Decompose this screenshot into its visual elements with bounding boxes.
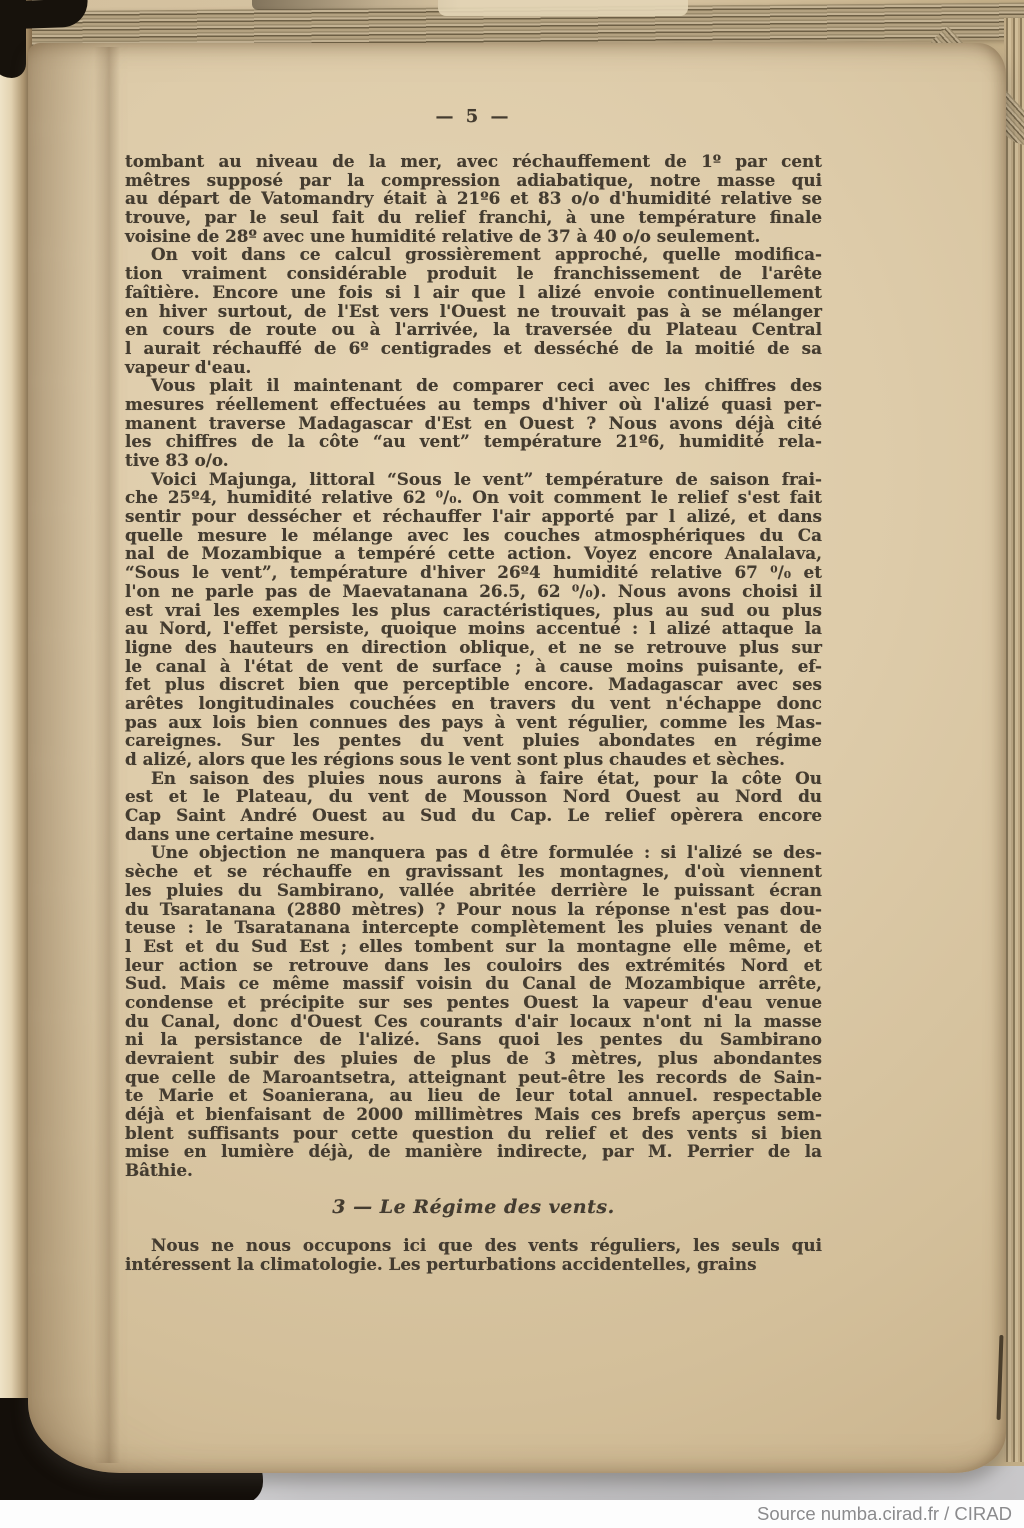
text-line: faîtière. Encore une fois si l air que l alizé envoie continuellement bbox=[125, 281, 822, 302]
text-line: teuse : le Tsaratanana intercepte complètement les pluies venant de bbox=[125, 917, 822, 938]
text-line: mêtres supposé par la compression adiabatique, notre masse qui bbox=[125, 169, 822, 190]
text-line: En saison des pluies nous aurons à faire état, pour la côte Ou bbox=[151, 767, 822, 788]
text-line: tion vraiment considérable produit le franchissement de l'arête bbox=[125, 263, 822, 284]
paragraph bbox=[125, 376, 822, 469]
text-line: d alizé, alors que les régions sous le vent sont plus chaudes et sèches. bbox=[125, 749, 786, 769]
text-line: sèche et se réchauffe en gravissant les montagnes, d'où viennent bbox=[125, 861, 822, 882]
source-label: Source numba.cirad.fr / CIRAD bbox=[757, 1503, 1012, 1524]
text-line: du Tsaratanana (2880 mètres) ? Pour nous la réponse n'est pas dou- bbox=[125, 898, 822, 919]
text-line: vapeur d'eau. bbox=[125, 356, 252, 377]
text-line: che 25º4, humidité relative 62 ⁰/₀. On voit comment le relief s'est fait bbox=[125, 487, 822, 508]
text-line: On voit dans ce calcul grossièrement approché, quelle modifica- bbox=[151, 244, 822, 265]
text-blocks bbox=[125, 152, 822, 1273]
text-line: voisine de 28º avec une humidité relative de 37 à 40 o/o seulement. bbox=[125, 225, 761, 246]
text-line: tive 83 o/o. bbox=[125, 450, 229, 470]
text-line: fet plus discret bien que perceptible encore. Madagascar avec ses bbox=[125, 674, 822, 695]
text-line: Nous ne nous occupons ici que des vents réguliers, les seuls qui bbox=[151, 1234, 822, 1255]
text-line: mise en lumière déjà, de manière indirecte, par M. Perrier de la bbox=[125, 1141, 822, 1162]
text-line: ligne des hauteurs en direction oblique, et ne se retrouve plus sur bbox=[125, 636, 822, 657]
text-line: tombant au niveau de la mer, avec réchauffement de 1º par cent bbox=[125, 151, 822, 171]
gutter-crease bbox=[94, 47, 120, 1463]
text-line: dans une certaine mesure. bbox=[125, 823, 375, 844]
text-line: Cap Saint André Ouest au Sud du Cap. Le relief opèrera encore bbox=[125, 805, 822, 826]
paragraph bbox=[125, 769, 822, 844]
text-line: en hiver surtout, de l'Est vers l'Ouest ne trouvait pas à se mélanger bbox=[125, 300, 822, 321]
text-line: Bâthie. bbox=[125, 1160, 193, 1181]
text-line: leur action se retrouve dans les couloirs des extrémités Nord et bbox=[125, 954, 822, 975]
paragraph bbox=[125, 245, 822, 376]
top-edge-smudge bbox=[252, 0, 462, 10]
page-stack-right-edge bbox=[1004, 18, 1024, 1462]
text-line: en cours de route ou à l'arrivée, la traversée du Plateau Central bbox=[125, 319, 822, 340]
text-line: nal de Mozambique a tempéré cette action. Voyez encore Analalava, bbox=[125, 543, 822, 564]
text-line: Vous plait il maintenant de comparer ceci avec les chiffres des bbox=[151, 375, 822, 396]
text-line: blent suffisants pour cette question du relief et des vents si bien bbox=[125, 1122, 822, 1143]
paper-fragment bbox=[438, 0, 688, 16]
text-line: “Sous le vent”, température d'hiver 26º4 humidité relative 67 ⁰/₀ et bbox=[125, 562, 822, 583]
text-line: mesures réellement effectuées au temps d'hiver où l'alizé quasi per- bbox=[125, 393, 822, 414]
text-line: sentir pour dessécher et réchauffer l'air apporté par l alizé, et dans bbox=[125, 506, 822, 527]
page-number: — 5 — bbox=[435, 106, 512, 127]
text-line: les chiffres de la côte “au vent” température 21º6, humidité rela- bbox=[125, 431, 822, 452]
text-line: du Canal, donc d'Ouest Ces courants d'air locaux n'ont ni la masse bbox=[125, 1010, 822, 1031]
text-line: les pluies du Sambirano, vallée abritée derrière le puissant écran bbox=[125, 879, 822, 900]
text-line: au Nord, l'effet persiste, quoique moins accentué : l alizé attaque la bbox=[125, 618, 822, 639]
text-line: au départ de Vatomandry était à 21º6 et 83 o/o d'humidité relative se bbox=[125, 188, 822, 209]
text-line: condense et précipite sur ses pentes Ouest la vapeur d'eau venue bbox=[125, 991, 822, 1012]
text-line: l'on ne parle pas de Maevatanana 26.5, 62 ⁰/₀). Nous avons choisi il bbox=[125, 580, 822, 601]
text-line: Une objection ne manquera pas d être formulée : si l'alizé se des- bbox=[151, 842, 822, 863]
paragraph bbox=[125, 152, 822, 245]
text-line: est et le Plateau, du vent de Mousson Nord Ouest au Nord du bbox=[125, 786, 822, 807]
text-line: déjà et bienfaisant de 2000 millimètres Mais ces brefs aperçus sem- bbox=[125, 1104, 822, 1125]
text-line: arêtes longitudinales couchées en travers du vent n'échappe donc bbox=[125, 692, 822, 713]
text-line: ni la persistance de l'alizé. Sans quoi les pentes du Sambirano bbox=[125, 1029, 822, 1050]
text-line: l aurait réchauffé de 6º centigrades et desséché de la moitié de sa bbox=[125, 337, 822, 358]
paragraph bbox=[125, 470, 822, 769]
text-line: devraient subir des pluies de plus de 3 mètres, plus abondantes bbox=[125, 1048, 822, 1068]
text-line: quelle mesure le mélange avec les couches atmosphériques du Ca bbox=[125, 524, 822, 545]
text-line: le canal à l'état de vent de surface ; à cause moins puisante, ef- bbox=[125, 655, 822, 676]
text-line: est vrai les exemples les plus caractéristiques, plus au sud ou plus bbox=[125, 599, 822, 620]
paragraph bbox=[125, 1236, 822, 1273]
page-text bbox=[125, 106, 822, 1273]
section-heading: 3 — Le Régime des vents. bbox=[332, 1195, 615, 1218]
top-left-shadow-strip bbox=[0, 0, 26, 78]
text-line: Sud. Mais ce même massif voisin du Canal de Mozambique arrête, bbox=[125, 973, 822, 994]
text-line: manent traverse Madagascar d'Est en Ouest ? Nous avons déjà cité bbox=[125, 412, 822, 433]
text-line: Voici Majunga, littoral “Sous le vent” température de saison frai- bbox=[151, 468, 822, 489]
text-line: intéressent la climatologie. Les perturbations accidentelles, grains bbox=[125, 1253, 757, 1274]
text-line: trouve, par le seul fait du relief franchi, à une température finale bbox=[125, 207, 822, 228]
text-line: careignes. Sur les pentes du vent pluies abondates en régime bbox=[125, 730, 822, 751]
text-line: pas aux lois bien connues des pays à vent régulier, comme les Mas- bbox=[125, 711, 822, 732]
text-line: que celle de Maroantsetra, atteignant peut-être les records de Sain- bbox=[125, 1066, 822, 1087]
text-line: te Marie et Soanierana, au lieu de leur total annuel. respectable bbox=[125, 1085, 822, 1106]
text-line: l Est et du Sud Est ; elles tombent sur la montagne elle même, et bbox=[125, 935, 822, 956]
paragraph bbox=[125, 843, 822, 1179]
source-footer bbox=[0, 1500, 1024, 1528]
